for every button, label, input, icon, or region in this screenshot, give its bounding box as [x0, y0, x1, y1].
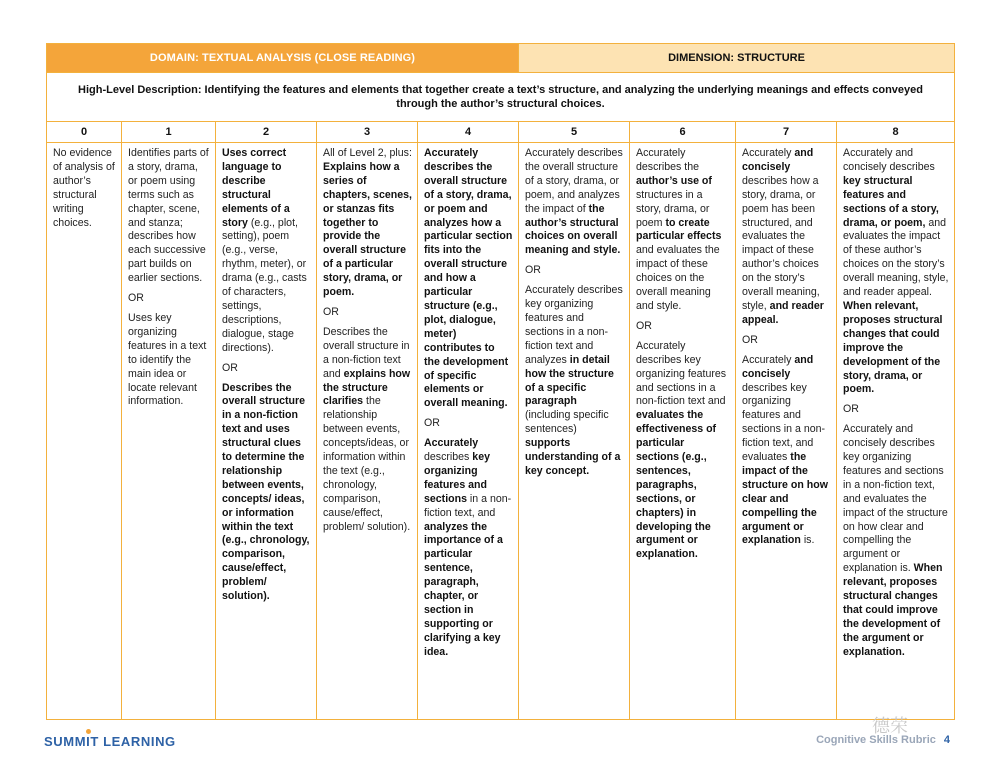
level-3-heading: 3	[317, 122, 418, 143]
level-3-criteria	[317, 143, 418, 720]
rubric-table	[46, 43, 955, 720]
dimension-header: DIMENSION: STRUCTURE	[519, 44, 955, 73]
criteria-text: All of Level 2, plus: Explains how a series of chapters, scenes, or stanzas fits together to provide the overall structure of a particular story, drama, or poem.	[323, 147, 412, 299]
or-separator: OR	[323, 305, 339, 318]
watermark: 德荣	[872, 716, 908, 736]
level-1-criteria	[122, 143, 216, 720]
or-separator: OR	[525, 264, 541, 277]
logo-text: SUMMIT LEARNING	[44, 734, 176, 749]
criteria-text: Accurately and concisely describes key organizing features and sections in a non-fiction text, and evaluates the impact of the structure on how clear and compelling the argument or explanation is. When relevant, proposes structural changes that could improve the development of the argument or explanation.	[843, 423, 948, 658]
criteria-text: Uses correct language to describe structural elements of a story (e.g., plot, setting), poem (e.g., verse, rhythm, meter), or drama (e.g., casts of characters, settings, descriptions, dialogue, stage directions).	[222, 147, 307, 354]
level-4-heading: 4	[418, 122, 519, 143]
level-7-heading: 7	[736, 122, 837, 143]
level-4-criteria	[418, 143, 519, 720]
criteria-text: Accurately describes the overall structure of a story, drama, or poem and analyzes how a particular section fits into the overall structure and how a particular structure (e.g., plot, dialogue, meter) contributes to the development of specific elements or overall meaning.	[424, 147, 513, 410]
criteria-text: Accurately describes key organizing features and sections in a non-fiction text, and analyzes the importance of a particular sentence, paragraph, chapter, or section in supporting or clarifying a key idea.	[424, 437, 512, 658]
or-separator: OR	[843, 403, 859, 416]
level-8-heading: 8	[837, 122, 955, 143]
footer-doc-info	[816, 734, 950, 746]
criteria-text: Describes the overall structure in a non-fiction text and explains how the structure clarifies the relationship between events, concepts/ideas, or information within the text (e.g., chronology, comparison, cause/effect, problem/ solution).	[323, 325, 411, 533]
level-1-heading: 1	[122, 122, 216, 143]
page-number: 4	[943, 734, 950, 746]
domain-header: DOMAIN: TEXTUAL ANALYSIS (CLOSE READING)	[47, 44, 519, 73]
criteria-text: Accurately describes the overall structure of a story, drama, or poem, and analyzes the impact of the author’s structural choices on overall meaning and style.	[525, 147, 623, 257]
criteria-text: Accurately and concisely describes key organizing features and sections in a non-fiction text, and evaluates the impact of the structure on how clear and compelling the argument or explanation is.	[742, 353, 828, 547]
level-0-heading: 0	[47, 122, 122, 143]
level-5-heading: 5	[519, 122, 630, 143]
criteria-text: Accurately and concisely describes key structural features and sections of a story, drama, or poem, and evaluates the impact of these author’s choices on the story’s overall meaning, style, and reader appeal. When relevant, proposes structural changes that could improve the development of the story, drama, or poem.	[843, 147, 949, 396]
criteria-text: No evidence of analysis of author’s structural writing choices.	[53, 147, 115, 229]
level-2-criteria	[216, 143, 317, 720]
logo-dot-icon	[86, 729, 91, 734]
or-separator: OR	[128, 292, 144, 305]
level-2-heading: 2	[216, 122, 317, 143]
level-6-heading: 6	[630, 122, 736, 143]
criteria-text: Accurately and concisely describes how a story, drama, or poem has been structured, and evaluates the impact of these author’s choices on the story’s overall meaning, style, and reader appeal.	[742, 147, 824, 326]
criteria-text: Describes the overall structure in a non-fiction text and uses structural clues to determine the relationship between events, concepts/ ideas, or information within the text (e.g., chronology, comparison, cause/effect, problem/ solution).	[222, 381, 310, 603]
level-8-criteria	[837, 143, 955, 720]
description-row	[47, 73, 955, 122]
criteria-text: Accurately describes key organizing features and sections in a non-fiction text and evaluates the effectiveness of particular sections (e.g., sentences, paragraphs, sections, or chapters) in developing the argument or explanation.	[636, 339, 727, 561]
criteria-row	[47, 143, 955, 720]
level-7-criteria	[736, 143, 837, 720]
level-row	[47, 122, 955, 143]
doc-title: Cognitive Skills Rubric	[816, 734, 936, 746]
criteria-text: Identifies parts of a story, drama, or poem using terms such as chapter, scene, and stanza; describes how each successive part builds on earlier sections.	[128, 147, 209, 285]
rubric-sheet	[46, 43, 954, 720]
level-6-criteria	[630, 143, 736, 720]
criteria-text: Accurately describes the author’s use of structures in a story, drama, or poem to create particular effects and evaluates the impact of these choices on the overall meaning and style.	[636, 147, 722, 312]
header-row	[47, 44, 955, 73]
level-5-criteria	[519, 143, 630, 720]
or-separator: OR	[636, 319, 652, 332]
or-separator: OR	[222, 361, 238, 374]
level-0-criteria	[47, 143, 122, 720]
criteria-text: Uses key organizing features in a text to identify the main idea or locate relevant information.	[128, 311, 207, 408]
or-separator: OR	[742, 333, 758, 346]
criteria-text: Accurately describes key organizing features and sections in a non-fiction text and analyzes in detail how the structure of a specific paragraph (including specific sentences) supports understanding of a key concept.	[525, 284, 623, 477]
high-level-description: High-Level Description: Identifying the features and elements that together create a text’s structure, and analyzing the underlying meanings and effects conveyed through the author’s structural choices.	[47, 73, 955, 122]
summit-learning-logo	[44, 734, 176, 749]
or-separator: OR	[424, 417, 440, 430]
